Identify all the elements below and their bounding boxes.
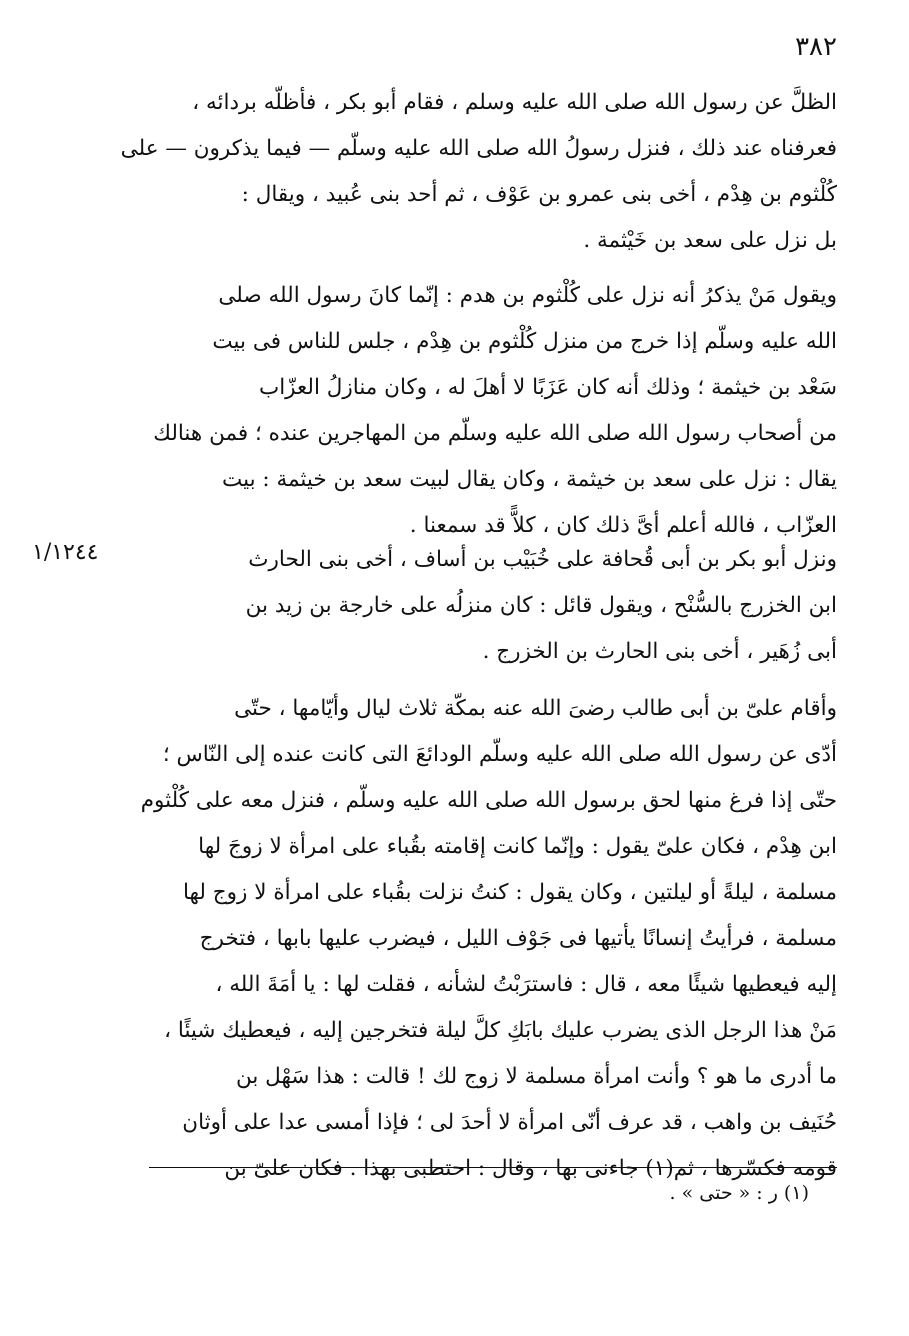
text-line: ابن الخزرج بالسُّنْح ، ويقول قائل : كان منزلُه على خارجة بن زيد بن xyxy=(245,593,837,618)
footnote-divider xyxy=(149,1167,837,1168)
text-line: أدّى عن رسول الله صلى الله عليه وسلّم الودائعَ التى كانت عنده إلى النّاس ؛ xyxy=(162,742,837,767)
paragraph-2 xyxy=(101,273,837,549)
text-line: وأقام علىّ بن أبى طالب رضىَ الله عنه بمكّة ثلاث ليال وأيّامها ، حتّى xyxy=(234,696,837,721)
text-line: ونزل أبو بكر بن أبى قُحافة على خُبَيْب بن أساف ، أخى بنى الحارث xyxy=(248,547,837,572)
text-line: من أصحاب رسول الله صلى الله عليه وسلّم من المهاجرين عنده ؛ فمن هنالك xyxy=(153,421,837,446)
text-line: قومه فكسّرها ، ثم(١) جاءنى بها ، وقال : احتطبى بهذا . فكان علىّ بن xyxy=(224,1156,837,1181)
paragraph-1 xyxy=(101,80,837,264)
text-line: الظلَّ عن رسول الله صلى الله عليه وسلم ، فقام أبو بكر ، فأظلّه بردائه ، xyxy=(192,90,837,115)
text-line: ابن هِدْم ، فكان علىّ يقول : وإنّما كانت إقامته بقُباء على امرأة لا زوجَ لها xyxy=(198,834,837,859)
text-line: أبى زُهَير ، أخى بنى الحارث بن الخزرج . xyxy=(482,639,837,664)
text-line: فعرفناه عند ذلك ، فنزل رسولُ الله صلى الله عليه وسلّم — فيما يذكرون — على xyxy=(120,136,837,161)
text-line: حُنَيف بن واهب ، قد عرف أنّى امرأة لا أحدَ لى ؛ فإذا أمسى عدا على أوثان xyxy=(182,1110,837,1135)
page-number: ٣٨٢ xyxy=(795,32,837,62)
paragraph-3 xyxy=(101,537,837,675)
text-line: حتّى إذا فرغ منها لحق برسول الله صلى الله عليه وسلّم ، فنزل معه على كُلْثوم xyxy=(140,788,837,813)
text-line: ما أدرى ما هو ؟ وأنت امرأة مسلمة لا زوج لك ! قالت : هذا سَهْل بن xyxy=(235,1064,837,1089)
text-line: ويقول مَنْ يذكرُ أنه نزل على كُلْثوم بن هدم : إنّما كانَ رسول الله صلى xyxy=(218,283,837,308)
text-line: يقال : نزل على سعد بن خيثمة ، وكان يقال لبيت سعد بن خيثمة : بيت xyxy=(221,467,837,492)
text-line: مسلمة ، ليلةً أو ليلتين ، وكان يقول : كنتُ نزلت بقُباء على امرأة لا زوج لها xyxy=(182,880,837,905)
text-line: كُلْثوم بن هِدْم ، أخى بنى عمرو بن عَوْف ، ثم أحد بنى عُبيد ، ويقال : xyxy=(241,182,837,207)
text-line: إليه فيعطيها شيئًا معه ، قال : فاسترَبْتُ لشأنه ، فقلت لها : يا أمَةَ الله ، xyxy=(215,972,837,997)
text-line: بل نزل على سعد بن خَيْثمة . xyxy=(583,228,837,253)
text-line: سَعْد بن خيثمة ؛ وذلك أنه كان عَزَبًا لا أهلَ له ، وكان منازلُ العزّاب xyxy=(258,375,837,400)
text-line: الله عليه وسلّم إذا خرج من منزل كُلْثوم بن هِدْم ، جلس للناس فى بيت xyxy=(212,329,837,354)
text-line: مسلمة ، فرأيتُ إنسانًا يأتيها فى جَوْف الليل ، فيضرب عليها بابها ، فتخرج xyxy=(199,926,837,951)
text-line: العزّاب ، فالله أعلم أىَّ ذلك كان ، كلاًّ قد سمعنا . xyxy=(409,513,837,538)
footnote: (١) ر : « حتى » . xyxy=(669,1182,809,1204)
paragraph-4 xyxy=(101,686,837,1192)
text-line: مَنْ هذا الرجل الذى يضرب عليك بابَكِ كلَّ ليلة فتخرجين إليه ، فيعطيك شيئًا ، xyxy=(164,1018,837,1043)
margin-reference: ١/١٢٤٤ xyxy=(32,540,99,565)
